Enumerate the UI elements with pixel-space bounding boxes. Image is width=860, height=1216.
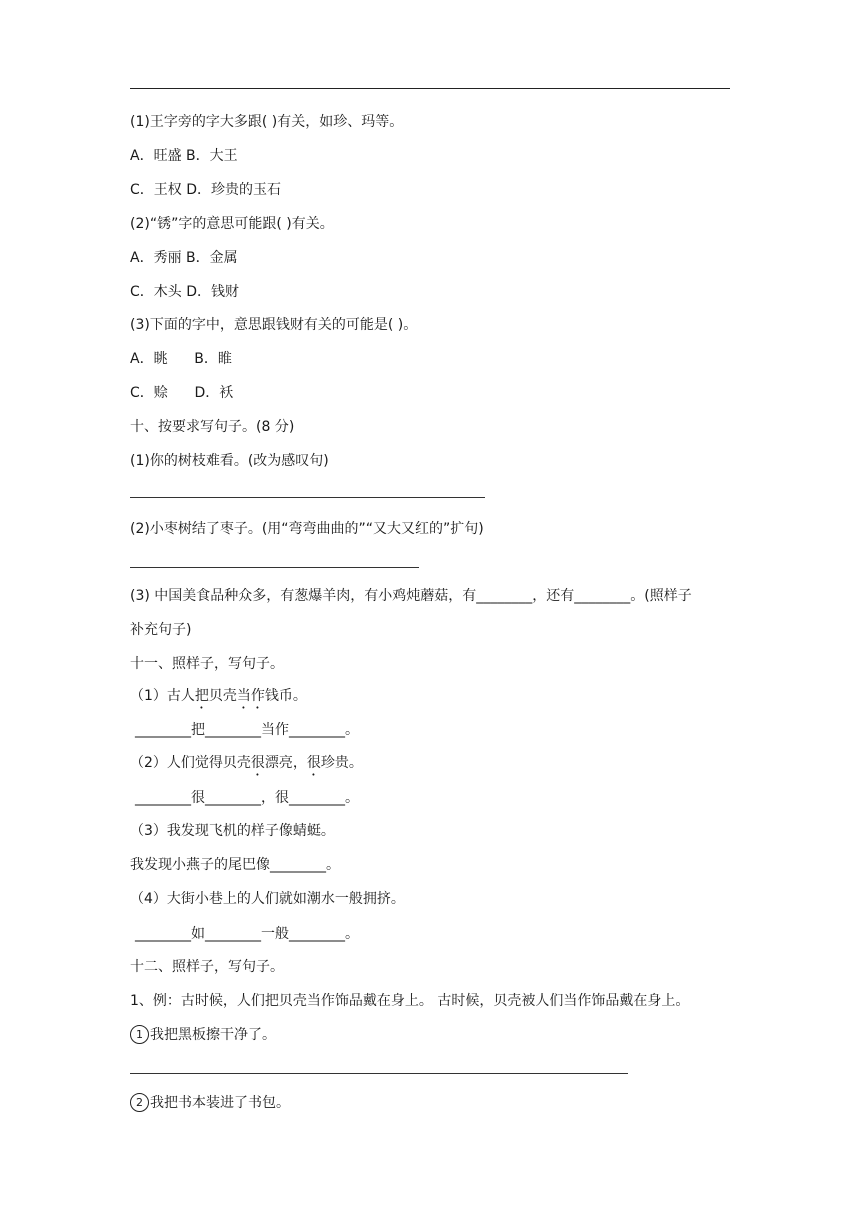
- fill-blank-sentence[interactable]: ________很________，很________。: [135, 790, 359, 806]
- emphasis-word: 很: [306, 755, 321, 771]
- question-stem: (3)下面的字中，意思跟钱财有关的可能是( )。: [130, 317, 418, 333]
- fill-blank-sentence[interactable]: 我发现小燕子的尾巴像________。: [130, 857, 340, 873]
- circled-number: 2: [130, 1093, 149, 1112]
- question-item-continued: 补充句子): [130, 622, 192, 638]
- example-sentence: （4）大街小巷上的人们就如潮水一般拥挤。: [130, 891, 405, 907]
- question-item: (2)小枣树结了枣子。(用“弯弯曲曲的”“又大又红的”扩句): [130, 521, 484, 537]
- example-sentence: [130, 686, 307, 712]
- option-row: C．王权 D．珍贵的玉石: [130, 182, 282, 198]
- example-text: （2）人们觉得贝壳: [130, 755, 251, 771]
- section-title: 十二、照样子，写句子。: [130, 959, 284, 975]
- exercise-item: [130, 1093, 290, 1113]
- example-text: 钱币。: [264, 688, 307, 704]
- option-row: A．旺盛 B．大王: [130, 148, 238, 164]
- fill-blank-sentence[interactable]: ________把________当作________。: [135, 722, 359, 738]
- example-text: 珍贵。: [320, 755, 363, 771]
- example-sentence: 1、例：古时候，人们把贝壳当作饰品戴在身上。 古时候，贝壳被人们当作饰品戴在身上。: [130, 993, 690, 1009]
- example-text: 漂亮，: [264, 755, 307, 771]
- example-text: （1）古人: [130, 688, 195, 704]
- question-item: (3) 中国美食品种众多，有葱爆羊肉，有小鸡炖蘑菇，有________，还有________。(照样子: [130, 588, 692, 604]
- emphasis-word: 把: [194, 688, 209, 704]
- example-sentence: （3）我发现飞机的样子像蜻蜓。: [130, 823, 335, 839]
- emphasis-word: 当作: [236, 688, 265, 704]
- exercise-text: 我把黑板擦干净了。: [150, 1027, 276, 1043]
- question-stem: (2)“锈”字的意思可能跟( )有关。: [130, 216, 334, 232]
- question-stem: (1)王字旁的字大多跟( )有关，如珍、玛等。: [130, 114, 404, 130]
- section-title: 十一、照样子，写句子。: [130, 656, 284, 672]
- option-row: A．眺 B．睢: [130, 351, 232, 367]
- answer-line[interactable]: [130, 1073, 628, 1074]
- section-title: 十、按要求写句子。(8 分): [130, 419, 295, 435]
- question-item: (1)你的树枝难看。(改为感叹句): [130, 453, 329, 469]
- circled-number: 1: [130, 1025, 149, 1044]
- exercise-text: 我把书本装进了书包。: [150, 1095, 290, 1111]
- answer-line[interactable]: [130, 497, 485, 498]
- option-row: C．赊 D．袄: [130, 385, 234, 401]
- emphasis-word: 很: [250, 755, 265, 771]
- header-rule: [130, 88, 730, 89]
- example-text: 贝壳: [208, 688, 237, 704]
- option-row: C．木头 D．钱财: [130, 284, 240, 300]
- exercise-item: [130, 1025, 276, 1045]
- option-row: A．秀丽 B．金属: [130, 250, 238, 266]
- fill-blank-sentence[interactable]: ________如________一般________。: [135, 926, 359, 942]
- example-sentence: [130, 753, 363, 779]
- answer-line[interactable]: [130, 567, 419, 568]
